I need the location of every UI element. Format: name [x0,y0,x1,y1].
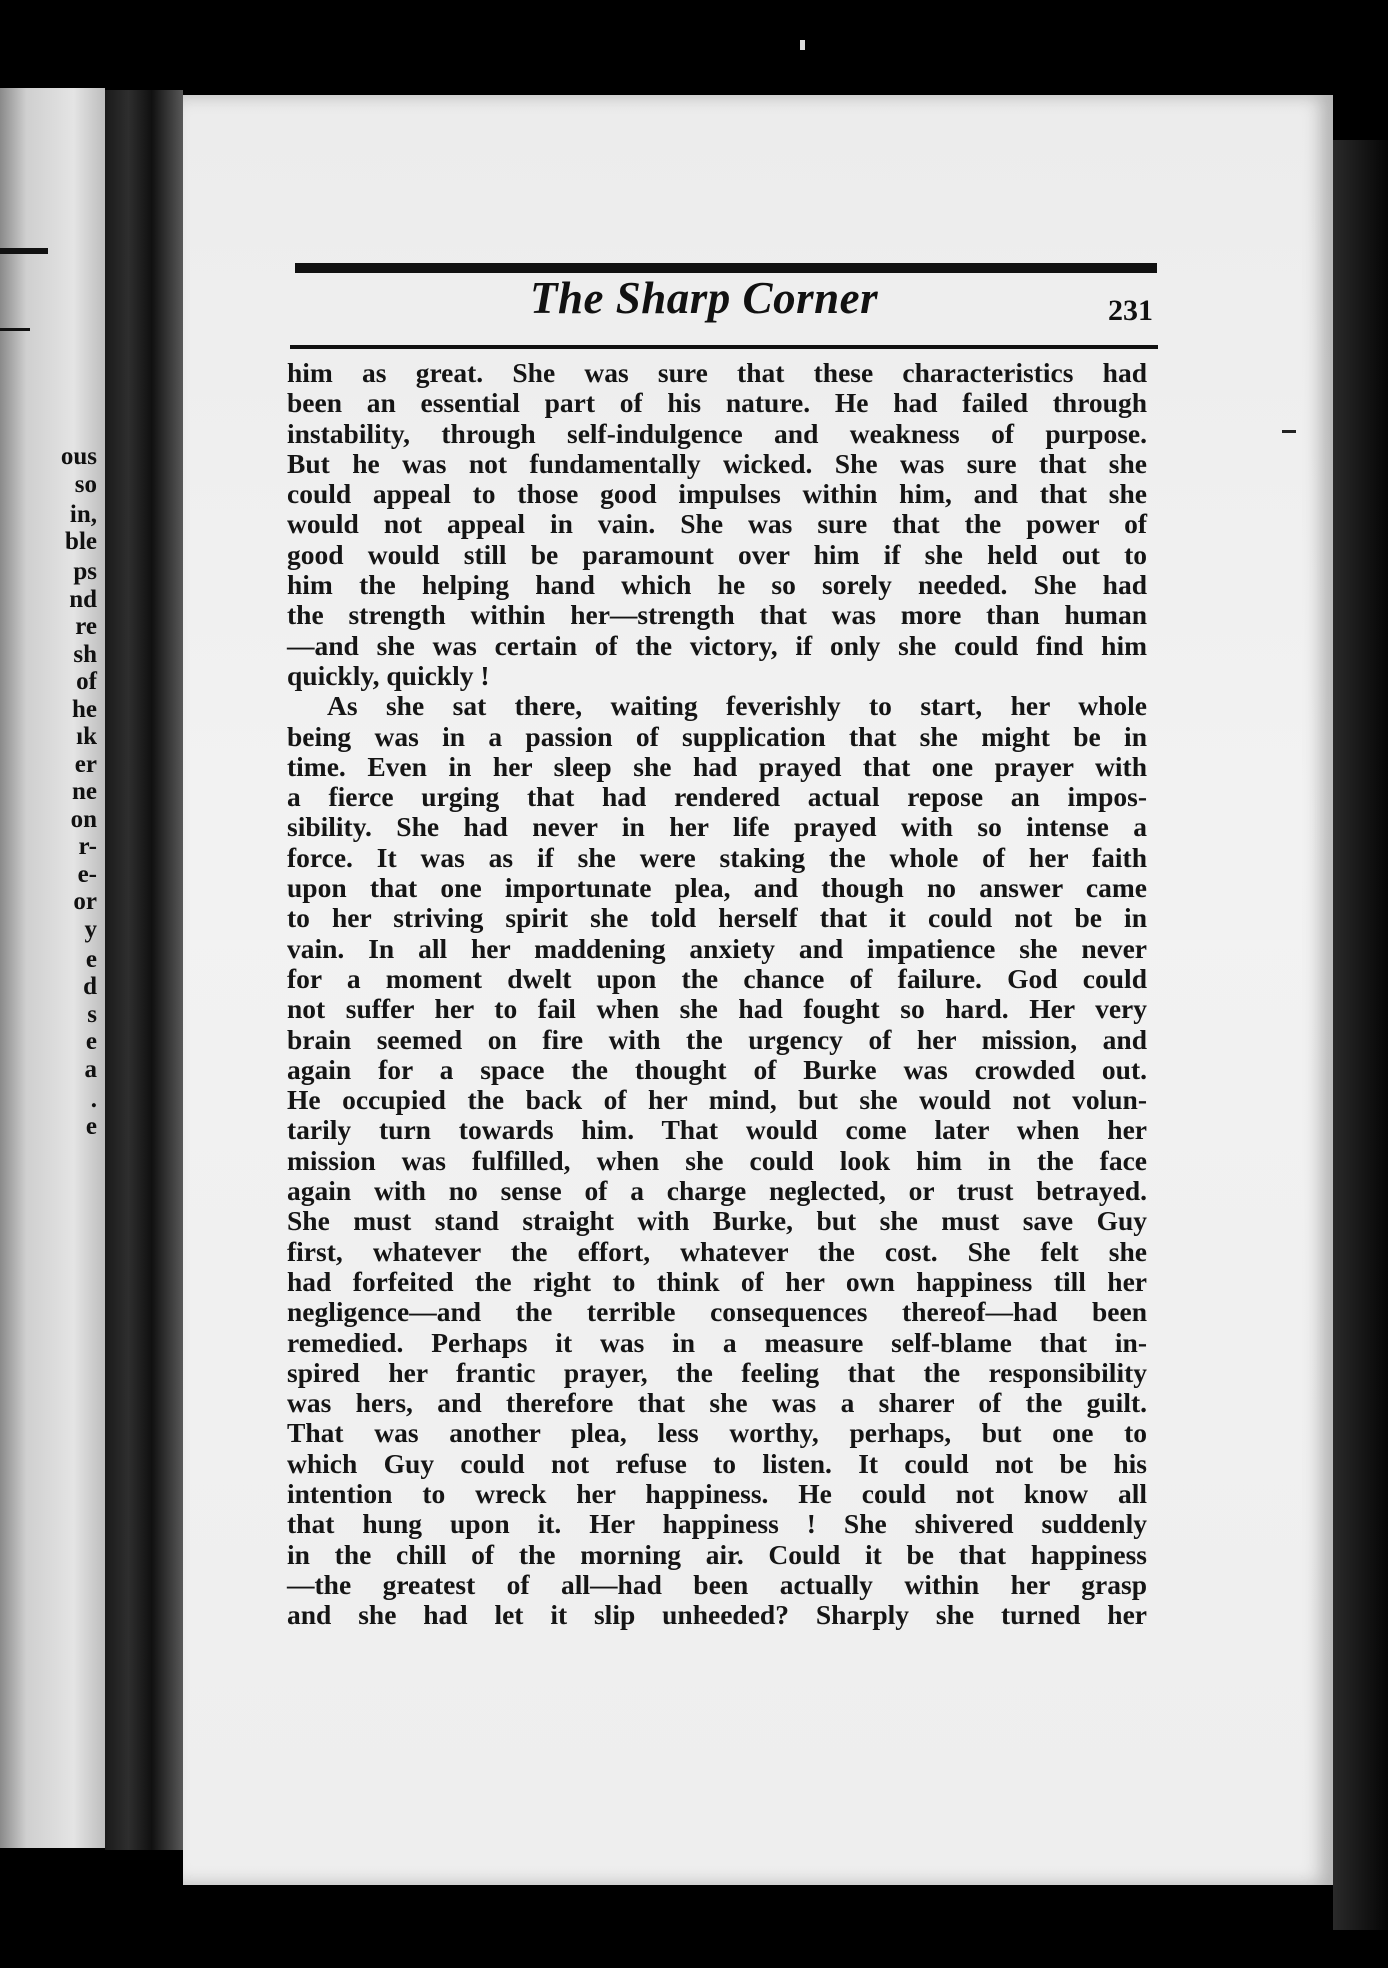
text-line: again for a space the thought of Burke was crowded out. [287,1053,1147,1085]
text-line: could appeal to those good impulses within him, and that she [287,478,1147,510]
facing-page-fragment-text: on [70,805,97,833]
text-line: remedied. Perhaps it was in a measure self-blame that in- [287,1326,1147,1358]
text-line: being was in a passion of supplication that she might be in [287,720,1147,752]
text-line: —the greatest of all—had been actually within her grasp [287,1568,1147,1600]
facing-page-fragment-text: ık [76,723,97,750]
facing-page-fragment-text: d [83,973,97,1000]
text-line: him the helping hand which he so sorely needed. She had [287,569,1147,601]
margin-mark [800,40,805,50]
text-line: which Guy could not refuse to listen. It could not be his [287,1447,1147,1479]
body-text [287,358,1147,1630]
text-line: But he was not fundamentally wicked. She was sure that she [287,447,1147,479]
text-line: and she had let it slip unheeded? Sharply she turned her [287,1599,1147,1631]
text-line: —and she was certain of the victory, if only she could find him [287,629,1147,661]
facing-page-fragment-text: or [73,888,97,915]
facing-page-fragment-text: r- [78,833,97,860]
text-line: him as great. She was sure that these characteristics had [287,357,1147,388]
facing-page-fragment-text: so [74,470,97,498]
facing-page-fragment-text: sh [73,640,97,668]
text-line: spired her frantic prayer, the feeling that the responsibility [287,1356,1147,1388]
text-line: negligence—and the terrible consequences thereof—had been [287,1296,1147,1328]
facing-page-fragment-text: in, [69,500,97,528]
facing-page-fragment-text: s [87,1000,97,1028]
facing-page-fragment-text: e [85,1113,97,1140]
text-line: force. It was as if she were staking the whole of her faith [287,841,1147,873]
text-line: instability, through self-indulgence and weakness of purpose. [287,417,1147,449]
text-line: time. Even in her sleep she had prayed that one prayer with [287,750,1147,782]
facing-page-rule [0,328,30,331]
text-line: been an essential part of his nature. He had failed through [287,387,1147,419]
text-line: tarily turn towards him. That would come later when her [287,1114,1147,1146]
text-line: That was another plea, less worthy, perhaps, but one to [287,1417,1147,1449]
text-line: in the chill of the morning air. Could it be that happiness [287,1538,1147,1570]
text-line: first, whatever the effort, whatever the cost. She felt she [287,1235,1147,1267]
text-line: mission was fulfilled, when she could look him in the face [287,1144,1147,1176]
text-line: again with no sense of a charge neglected, or trust betrayed. [287,1175,1147,1207]
text-line: brain seemed on fire with the urgency of her mission, and [287,1023,1147,1055]
facing-page-fragment-text: of [76,668,97,695]
text-line: for a moment dwelt upon the chance of failure. God could [287,962,1147,994]
text-line: She must stand straight with Burke, but she must save Guy [287,1205,1147,1237]
text-line: He occupied the back of her mind, but she would not volun- [287,1084,1147,1116]
facing-page-fragment-text: e- [77,860,97,888]
facing-page-fragment [0,88,105,1848]
facing-page-text [61,443,97,1141]
facing-page-fragment-text: nd [69,585,97,613]
facing-page-fragment-text: er [74,750,97,778]
facing-page-rule [0,248,48,254]
text-line: quickly, quickly ! [287,659,490,691]
facing-page-fragment-text: e [85,1028,97,1055]
facing-page-fragment-text: ps [73,558,97,585]
text-line: sibility. She had never in her life prayed with so intense a [287,811,1147,843]
text-line: would not appeal in vain. She was sure that the power of [287,508,1147,540]
facing-page-fragment-text: ne [72,778,97,805]
header-rule-bottom [290,345,1158,349]
text-line: vain. In all her maddening anxiety and impatience she never [287,932,1147,964]
text-line: had forfeited the right to think of her own happiness till her [287,1265,1147,1297]
book-gutter [105,90,183,1850]
text-line: that hung upon it. Her happiness ! She shivered suddenly [287,1508,1147,1540]
facing-page-fragment-text: . [90,1085,97,1113]
text-line: to her striving spirit she told herself that it could not be in [287,902,1147,934]
text-line: was hers, and therefore that she was a sharer of the guilt. [287,1387,1147,1419]
text-line: good would still be paramount over him if she held out to [287,538,1147,570]
facing-page-fragment-text: e [85,945,97,973]
running-title: The Sharp Corner [530,273,879,323]
text-line: upon that one importunate plea, and though no answer came [287,872,1147,904]
facing-page-fragment-text: ous [60,443,97,470]
page-edge-shadow [1333,140,1388,1930]
text-line: a fierce urging that had rendered actual repose an impos- [287,781,1147,813]
page-number: 231 [1108,294,1153,327]
facing-page-fragment-text: a [84,1055,97,1083]
facing-page-fragment-text: ble [65,528,97,555]
text-line: As she sat there, waiting feverishly to start, her whole [327,690,1147,722]
text-line: not suffer her to fail when she had fought so hard. Her very [287,993,1147,1025]
facing-page-fragment-text: re [75,613,97,640]
facing-page-fragment-text: y [84,915,97,943]
text-line: the strength within her—strength that was more than human [287,599,1147,631]
facing-page-fragment-text: he [72,695,97,723]
margin-mark [1282,430,1296,433]
text-line: intention to wreck her happiness. He could not know all [287,1477,1147,1509]
